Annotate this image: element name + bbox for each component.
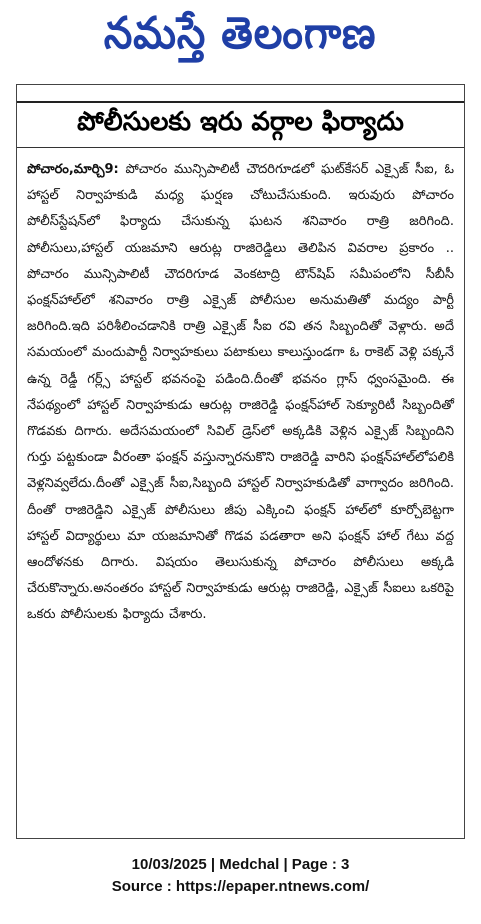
source-line: Source : https://epaper.ntnews.com/ bbox=[111, 878, 370, 895]
article-clipping bbox=[16, 84, 465, 839]
masthead bbox=[0, 0, 481, 78]
article-body bbox=[27, 157, 454, 830]
edition-info: 10/03/2025 | Medchal | Page : 3 bbox=[131, 856, 350, 873]
article-dateline: పోచారం,మార్చి9: bbox=[27, 162, 119, 177]
article-text: పోచారం మున్సిపాలిటీ చౌదరిగూడలో ఘట్‌కేసర్ ఎక్సైజ్ సీఐ, ఓ హాస్టల్ నిర్వాహకుడి మధ్య ఘర్షణ చోటుచేసుకుంది. ఇరువురు పోచారం పోలీస్‌స్టేషన్‌లో ఫిర్యాదు చేసుకున్న ఘటన శనివారం రాత్రి జరిగింది. పోలీసులు,హాస్టల్ యజమాని ఆరుట్ల రాజిరెడ్డిలు తెలిపిన వివరాల ప్రకారం .. పోచారం మున్సిపాలిటీ చౌదరిగూడ వెంకటాద్రి టౌన్‌షిప్ సమీపంలోని సీబీసీ ఫంక్షన్‌హాల్‌లో శనివారం రాత్రి ఎక్సైజ్ పోలీసుల అనుమతితో మద్యం పార్టీ జరిగింది.ఇది పరిశీలించడానికి రాత్రి ఎక్సైజ్ సీఐ రవి తన సిబ్బందితో వెళ్లారు. అదే సమయంలో మందుపార్టీ నిర్వాహకులు పటాకులు కాలుస్తుండగా ఓ రాకెట్ వెళ్లి పక్కనే ఉన్న రెడ్డీ గర్ల్స్ హాస్టల్ భవనంపై పడింది.దీంతో భవనం గ్లాస్ ధ్వంసమైంది. ఈ నేపథ్యంలో హాస్టల్ నిర్వాహకుడు ఆరుట్ల రాజిరెడ్డి ఫంక్షన్‌హాల్ సెక్యూరిటీ సిబ్బందితో గొడవకు దిగారు. అదేసమయంలో సివిల్ డ్రెస్‌లో అక్కడికి వెళ్లిన ఎక్సైజ్ సిబ్బందిని గుర్తు పట్టకుండా వీరంతా ఫంక్షన్ వస్తున్నారనుకొని రాజిరెడ్డి వారిని ఫంక్షన్‌హాల్‌లోపలికి వెళ్లనివ్వలేదు.దీంతో ఎక్సైజ్ సీఐ,సిబ్బంది హాస్టల్ నిర్వాహకుడితో వాగ్వాదం జరిగింది. దీంతో రాజిరెడ్డిని ఎక్సైజ్ పోలీసులు జీపు ఎక్కించి ఫంక్షన్ హాల్‌లో కూర్చోబెట్టగా హాస్టల్ విద్యార్థులు మా యజమానితో గొడవ పడతారా అని ఫంక్షన్ హాల్ గేటు వద్ద ఆందోళనకు దిగారు. విషయం తెలుసుకున్న పోచారం పోలీసులు అక్కడి చేరుకొన్నారు.అనంతరం హాస్టల్ నిర్వాహకుడు ఆరుట్ల రాజిరెడ్డి, ఎక్సైజ్ సీఐలు ఒకరిపై ఒకరు పోలీసులకు ఫిర్యాదు చేశారు. bbox=[27, 162, 454, 623]
top-rule bbox=[17, 101, 464, 103]
newspaper-logo: నమస్తే తెలంగాణ bbox=[104, 8, 377, 59]
headline-rule bbox=[17, 147, 464, 148]
article-headline: పోలీసులకు ఇరు వర్గాల ఫిర్యాదు bbox=[77, 107, 404, 137]
